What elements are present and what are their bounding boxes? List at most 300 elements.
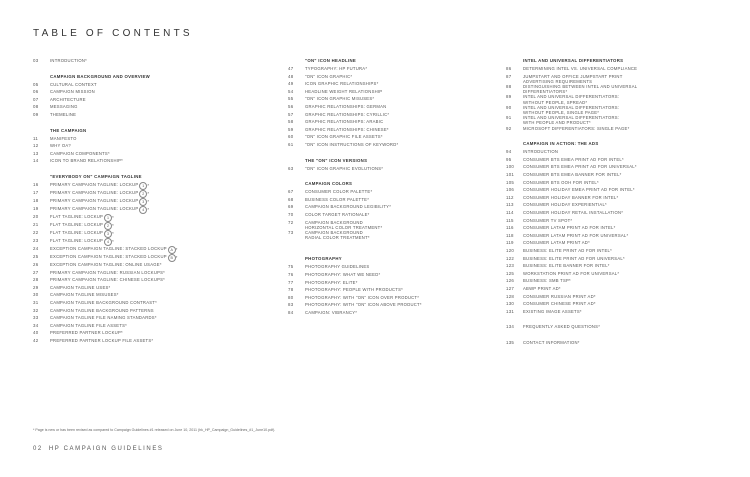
page-number: 13 xyxy=(33,150,39,156)
entry-label: PHOTOGRAPHY: PEOPLE WITH PRODUCTS* xyxy=(305,287,404,293)
page-number: 100 xyxy=(506,164,515,170)
page-footer xyxy=(33,446,164,452)
toc-entry[interactable] xyxy=(33,315,238,323)
entry-label: PRIMARY CAMPAIGN TAGLINE: RUSSIAN LOCKUPS* xyxy=(50,269,166,275)
page-number: 91 xyxy=(506,115,512,121)
entry-label: GRAPHIC RELATIONSHIPS: ARABIC xyxy=(305,119,384,125)
entry-label: BUSINESS COLOR PALETTE* xyxy=(305,196,370,202)
toc-entry[interactable] xyxy=(33,300,238,308)
entry-label: INTEL AND UNIVERSAL DIFFERENTIATORS: WITH PEOPLE AND PRODUCT* xyxy=(523,115,620,126)
toc-entry[interactable] xyxy=(288,212,488,220)
page-number: 67 xyxy=(288,189,294,195)
page-number: 21 xyxy=(33,221,39,227)
page-number: 68 xyxy=(288,196,294,202)
toc-entry[interactable] xyxy=(506,164,716,172)
toc-entry[interactable] xyxy=(33,323,238,331)
page-number: 30 xyxy=(33,292,39,298)
page-number: 22 xyxy=(33,229,39,235)
section-heading: INTEL AND UNIVERSAL DIFFERENTIATORS xyxy=(523,58,624,63)
page-number: 63 xyxy=(288,165,294,171)
toc-entry[interactable] xyxy=(288,142,488,150)
page-number: 89 xyxy=(506,94,512,100)
toc-entry[interactable] xyxy=(33,308,238,316)
toc-entry[interactable] xyxy=(288,134,488,142)
toc-entry[interactable] xyxy=(506,309,716,317)
page-number: 131 xyxy=(506,308,515,314)
toc-entry[interactable] xyxy=(33,222,238,230)
footnote: * Page is new or has been revised as compared to Campaign Guidelines #1 released on June 10, 2011 (hk_HP_Campaign_Guidelines_#1_June10.pdf). xyxy=(33,428,276,432)
page-number: 49 xyxy=(288,81,294,87)
page-number: 86 xyxy=(506,66,512,71)
toc-list xyxy=(33,262,238,346)
entry-label: INTEL AND UNIVERSAL DIFFERENTIATORS: WITHOUT PEOPLE, SINGLE PAGE* xyxy=(523,104,620,116)
page-number: 42 xyxy=(33,337,39,343)
page-number: 126 xyxy=(506,278,515,284)
entry-label: CAMPAIGN BACKGROUND HORIZONTAL COLOR TREATMENT* xyxy=(305,219,383,230)
page-number: 48 xyxy=(288,73,294,79)
entry-label: CULTURAL CONTEXT xyxy=(50,81,97,87)
lockup-badge-icon: 4 xyxy=(139,206,147,214)
toc-entry[interactable] xyxy=(288,74,488,82)
toc-entry[interactable] xyxy=(506,187,716,195)
toc-list xyxy=(506,149,716,316)
toc-entry[interactable] xyxy=(506,157,716,165)
toc-entry[interactable] xyxy=(506,210,716,218)
entry-label: ICON GRAPHIC RELATIONSHIPS* xyxy=(305,81,379,87)
page-number: 26 xyxy=(33,261,39,267)
section-heading: "EVERYBODY ON" CAMPAIGN TAGLINE xyxy=(50,173,142,179)
page-number: 58 xyxy=(288,119,294,125)
revised-marker: * xyxy=(112,223,114,229)
entry-label: CAMPAIGN TAGLINE BACKGROUND CONTRAST* xyxy=(50,299,157,305)
page-number: 123 xyxy=(506,263,515,269)
toc-list xyxy=(33,82,238,120)
page-number: 33 xyxy=(33,315,39,321)
toc-entry[interactable] xyxy=(288,89,488,97)
lockup-badge-icon: 2 xyxy=(139,190,147,198)
entry-label: CONSUMER HOLIDAY EXPERIENTIAL* xyxy=(523,202,607,208)
toc-entry[interactable] xyxy=(288,166,488,174)
page-number: 17 xyxy=(33,189,39,195)
lockup-badge-icon: 3 xyxy=(139,198,147,206)
entry-label: PRIMARY CAMPAIGN TAGLINE: LOCKUP xyxy=(50,205,139,211)
toc-column-2 xyxy=(288,58,488,317)
entry-label: EXCEPTION CAMPAIGN TAGLINE: STACKED LOCKUP xyxy=(50,253,167,259)
toc-entry[interactable] xyxy=(506,202,716,210)
entry-label: "ON" ICON GRAPHIC* xyxy=(305,73,353,79)
page-number: 112 xyxy=(506,194,514,200)
lockup-badge-icon: 4 xyxy=(104,238,112,246)
toc-entry[interactable] xyxy=(33,262,238,270)
page-number: 122 xyxy=(506,255,515,261)
toc-entry[interactable] xyxy=(288,119,488,127)
page-number: 75 xyxy=(288,264,294,270)
toc-entry[interactable] xyxy=(288,189,488,197)
revised-marker: * xyxy=(175,255,178,261)
entry-label: FLAT TAGLINE: LOCKUP xyxy=(50,213,104,219)
toc-entry[interactable] xyxy=(33,338,238,346)
entry-label: PHOTOGRAPHY: WITH "ON" ICON OVER PRODUCT* xyxy=(305,294,420,300)
toc-entry[interactable] xyxy=(288,66,488,74)
page-number: 08 xyxy=(33,104,39,110)
toc-entry[interactable] xyxy=(33,246,238,254)
toc-entry[interactable] xyxy=(33,206,238,214)
page-number: 20 xyxy=(33,213,39,219)
entry-label: MANIFESTO xyxy=(50,135,77,141)
toc-entry[interactable] xyxy=(288,220,488,230)
page-number: 16 xyxy=(33,181,39,187)
page-number: 11 xyxy=(33,135,39,141)
entry-label: CONSUMER BTS EMEA BANNER FOR INTEL* xyxy=(523,172,622,177)
page-number: 07 xyxy=(33,96,39,102)
toc-list xyxy=(33,136,238,166)
page-number: 127 xyxy=(506,285,515,291)
page-number: 106 xyxy=(506,187,515,193)
section-heading: THE "ON" ICON VERSIONS xyxy=(305,157,368,163)
entry-label: MESSAGING xyxy=(50,104,78,110)
toc-entry[interactable] xyxy=(288,287,488,295)
revised-marker: * xyxy=(147,183,150,189)
page-number: 134 xyxy=(506,324,515,330)
section-heading: CAMPAIGN COLORS xyxy=(305,181,353,187)
entry-label: BUSINESS: SMB TSP* xyxy=(523,278,571,284)
page-number: 130 xyxy=(506,301,515,307)
page-number: 78 xyxy=(288,287,294,293)
toc-entry[interactable] xyxy=(288,310,488,318)
toc-entry[interactable] xyxy=(33,285,238,293)
entry-label: THEMELINE xyxy=(50,111,77,117)
toc-entry[interactable] xyxy=(506,256,716,264)
toc-entry[interactable] xyxy=(288,272,488,280)
toc-entry[interactable] xyxy=(506,324,716,332)
entry-label: "ON" ICON GRAPHIC MISUSES* xyxy=(305,96,375,102)
page-number: 14 xyxy=(33,158,39,164)
page-number: 114 xyxy=(506,209,514,215)
page-number: 73 xyxy=(288,229,294,235)
page-number: 92 xyxy=(506,125,512,131)
entry-label: GRAPHIC RELATIONSHIPS: CYRILLIC* xyxy=(305,111,390,117)
toc-entry[interactable] xyxy=(288,264,488,272)
toc-entry[interactable] xyxy=(506,240,716,248)
entry-label: GRAPHIC RELATIONSHIPS: GERMAN xyxy=(305,103,387,109)
entry-label: BUSINESS: ELITE PRINT AD FOR INTEL* xyxy=(523,247,612,253)
entry-label: CONSUMER LATAM PRINT AD FOR UNIVERSAL* xyxy=(523,232,629,238)
entry-label: CONSUMER HOLIDAY RETAIL INSTALLATION* xyxy=(523,209,624,215)
lockup-badge-icon: B xyxy=(168,254,176,262)
entry-label: CAMPAIGN BACKGROUND LEGIBILITY* xyxy=(305,204,392,210)
revised-marker: * xyxy=(147,191,150,197)
toc-entry[interactable] xyxy=(506,263,716,271)
toc-list xyxy=(506,340,716,348)
entry-label: CAMPAIGN TAGLINE MISUSES* xyxy=(50,292,119,298)
toc-list xyxy=(33,182,238,262)
lockup-badge-icon: 3 xyxy=(104,230,112,238)
entry-label: COLOR TARGET RATIONALE* xyxy=(305,211,370,217)
toc-entry[interactable] xyxy=(506,248,716,256)
toc-entry[interactable] xyxy=(288,127,488,135)
toc-column-3 xyxy=(506,58,716,347)
toc-entry[interactable] xyxy=(288,104,488,112)
entry-label: FLAT TAGLINE: LOCKUP xyxy=(50,237,104,243)
page-number: 77 xyxy=(288,279,294,285)
page-number: 06 xyxy=(33,89,39,95)
page-number: 72 xyxy=(288,219,294,225)
entry-label: EXISTING IMAGE ASSETS* xyxy=(523,308,582,314)
toc-entry[interactable] xyxy=(506,301,716,309)
toc-entry[interactable] xyxy=(288,280,488,288)
toc-entry[interactable] xyxy=(33,277,238,285)
entry-label: BUSINESS: ELITE BANNER FOR INTEL* xyxy=(523,263,610,269)
toc-entry[interactable] xyxy=(288,204,488,212)
entry-label: FLAT TAGLINE: LOCKUP xyxy=(50,229,104,235)
toc-entry[interactable] xyxy=(506,286,716,294)
page-number: 57 xyxy=(288,111,294,117)
toc-entry[interactable] xyxy=(506,218,716,226)
toc-column-1 xyxy=(33,58,238,345)
entry-label: PRIMARY CAMPAIGN TAGLINE: LOCKUP xyxy=(50,181,139,187)
page-number: 61 xyxy=(288,141,294,147)
page-number: 47 xyxy=(288,66,294,71)
page-number: 95 xyxy=(506,156,512,162)
entry-label: PHOTOGRAPHY GUIDELINES xyxy=(305,264,370,270)
entry-label: PHOTOGRAPHY: ELITE* xyxy=(305,279,358,285)
toc-entry[interactable] xyxy=(33,270,238,278)
toc-entry[interactable] xyxy=(33,158,238,166)
toc-entry[interactable] xyxy=(288,81,488,89)
entry-label: PREFERRED PARTNER LOCKUP* xyxy=(50,330,123,336)
toc-list xyxy=(288,189,488,240)
entry-label: "ON" ICON GRAPHIC FILE ASSETS* xyxy=(305,134,383,140)
page-number: 40 xyxy=(33,330,39,336)
section-heading: THE CAMPAIGN xyxy=(50,127,87,133)
page-number: 125 xyxy=(506,270,515,276)
page-number: 05 xyxy=(33,81,39,87)
toc-entry[interactable] xyxy=(506,225,716,233)
page-number: 70 xyxy=(288,211,294,217)
page-number: 115 xyxy=(506,217,514,223)
entry-label: WORKSTATION PRINT AD FOR UNIVERSAL* xyxy=(523,270,620,276)
entry-label: CONSUMER BTS EMEA PRINT AD FOR INTEL* xyxy=(523,156,624,162)
toc-entry[interactable] xyxy=(33,136,238,144)
toc-entry[interactable] xyxy=(33,292,238,300)
toc-entry[interactable] xyxy=(506,126,716,134)
entry-label: EXCEPTION CAMPAIGN TAGLINE: ONLINE USAGE* xyxy=(50,261,162,267)
entry-label: INTRODUCTION* xyxy=(50,58,87,63)
toc-entry[interactable] xyxy=(288,197,488,205)
toc-entry[interactable] xyxy=(506,278,716,286)
toc-entry[interactable] xyxy=(506,172,716,180)
entry-label: ARCHITECTURE xyxy=(50,96,86,102)
entry-label: "ON" ICON INSTRUCTIONS OF KEYWORD* xyxy=(305,141,399,147)
toc-entry[interactable] xyxy=(33,182,238,190)
page-number: 120 xyxy=(506,247,515,253)
toc-entry[interactable] xyxy=(288,302,488,310)
entry-label: MICROSOFT DIFFERENTIATORS: SINGLE PAGE* xyxy=(523,125,630,131)
toc-entry[interactable] xyxy=(506,66,716,74)
toc-entry[interactable] xyxy=(506,294,716,302)
page-number: 76 xyxy=(288,271,294,277)
page-number: 116 xyxy=(506,225,514,231)
page-number: 69 xyxy=(288,204,294,210)
toc-entry[interactable] xyxy=(33,230,238,238)
toc-entry[interactable] xyxy=(506,233,716,241)
revised-marker: * xyxy=(147,199,150,205)
page-number: 84 xyxy=(288,309,294,315)
entry-label: PRIMARY CAMPAIGN TAGLINE: LOCKUP xyxy=(50,189,139,195)
entry-label: CAMPAIGN TAGLINE FILE NAMING STANDARDS* xyxy=(50,315,157,321)
entry-label: CONSUMER LATAM PRINT AD FOR INTEL* xyxy=(523,225,616,231)
toc-entry[interactable] xyxy=(33,89,238,97)
page-number: 80 xyxy=(288,294,294,300)
entry-label: TYPOGRAPHY: HP FUTURA* xyxy=(305,66,368,71)
entry-label: INTEL AND UNIVERSAL DIFFERENTIATORS: WITHOUT PEOPLE, SPREAD* xyxy=(523,94,620,105)
revised-marker: * xyxy=(147,207,150,213)
toc-entry[interactable] xyxy=(506,340,716,348)
page-number: 18 xyxy=(33,197,39,203)
toc-entry[interactable] xyxy=(506,94,716,104)
toc-entry[interactable] xyxy=(506,84,716,94)
page-number: 31 xyxy=(33,299,39,305)
entry-label: GRAPHIC RELATIONSHIPS: CHINESE* xyxy=(305,126,389,132)
entry-label: CONSUMER HOLIDAY BANNER FOR INTEL* xyxy=(523,194,619,200)
revised-marker: * xyxy=(112,231,114,237)
entry-label: CONSUMER RUSSIAN PRINT AD* xyxy=(523,293,596,299)
entry-label: CAMPAIGN TAGLINE FILE ASSETS* xyxy=(50,322,128,328)
revised-marker: * xyxy=(175,247,178,253)
page-number: 34 xyxy=(33,322,39,328)
toc-entry[interactable] xyxy=(288,112,488,120)
toc-list xyxy=(288,264,488,317)
toc-entry[interactable] xyxy=(288,295,488,303)
toc-entry[interactable] xyxy=(33,82,238,90)
entry-label: FLAT TAGLINE: LOCKUP xyxy=(50,221,104,227)
toc-entry[interactable] xyxy=(506,105,716,115)
entry-label: CONSUMER LATAM PRINT AD* xyxy=(523,240,590,246)
toc-entry[interactable] xyxy=(506,195,716,203)
toc-entry[interactable] xyxy=(33,198,238,206)
toc-entry[interactable] xyxy=(33,254,238,262)
page-number: 94 xyxy=(506,149,512,155)
toc-list xyxy=(288,66,488,150)
toc-entry[interactable] xyxy=(33,238,238,246)
toc-entry[interactable] xyxy=(33,214,238,222)
page-number: 09 xyxy=(33,111,39,117)
page-number: 55 xyxy=(288,96,294,102)
entry-label: DETERMINING INTEL VS. UNIVERSAL COMPLIANCE xyxy=(523,66,638,71)
page-number: 56 xyxy=(288,103,294,109)
entry-label: BUSINESS: ELITE PRINT AD FOR UNIVERSAL* xyxy=(523,255,625,261)
page-number: 87 xyxy=(506,73,512,79)
revised-marker: * xyxy=(112,239,114,245)
entry-label: INTRODUCTION xyxy=(523,149,559,155)
toc-entry[interactable] xyxy=(33,190,238,198)
page-number: 101 xyxy=(506,172,515,177)
toc-entry[interactable] xyxy=(33,112,238,120)
footer-title: HP CAMPAIGN GUIDELINES xyxy=(48,446,164,452)
toc-entry[interactable] xyxy=(33,330,238,338)
page-number: 60 xyxy=(288,134,294,140)
toc-list xyxy=(288,166,488,174)
toc-entry[interactable] xyxy=(33,58,238,66)
toc-entry[interactable] xyxy=(33,104,238,112)
toc-entry[interactable] xyxy=(288,96,488,104)
entry-label: CONSUMER COLOR PALETTE* xyxy=(305,189,373,195)
page-number: 128 xyxy=(506,293,515,299)
toc-entry[interactable] xyxy=(33,151,238,159)
toc-entry[interactable] xyxy=(506,149,716,157)
page-number: 54 xyxy=(288,88,294,94)
page-number: 23 xyxy=(33,237,39,243)
entry-label: DISTINGUISHING BETWEEN INTEL AND UNIVERSAL DIFFERENTIATORS* xyxy=(523,84,638,95)
entry-label: CAMPAIGN TAGLINE USES* xyxy=(50,284,111,290)
entry-label: FREQUENTLY ASKED QUESTIONS* xyxy=(523,324,601,330)
entry-label: CONSUMER CHINESE PRINT AD* xyxy=(523,301,596,307)
page-number: 27 xyxy=(33,269,39,275)
page-number: 90 xyxy=(506,104,512,110)
entry-label: PRIMARY CAMPAIGN TAGLINE: LOCKUP xyxy=(50,197,139,203)
toc-entry[interactable] xyxy=(33,143,238,151)
section-heading: CAMPAIGN IN ACTION: THE ADS xyxy=(523,141,599,147)
toc-entry[interactable] xyxy=(506,115,716,125)
section-heading: CAMPAIGN BACKGROUND AND OVERVIEW xyxy=(50,73,150,79)
page-number: 105 xyxy=(506,179,515,185)
toc-entry[interactable] xyxy=(506,74,716,84)
entry-label: PRIMARY CAMPAIGN TAGLINE: CHINESE LOCKUPS* xyxy=(50,277,166,283)
entry-label: JUMPSTART AND OFFICE JUMPSTART PRINT ADVERTISING REQUIREMENTS xyxy=(523,73,623,84)
revised-marker: * xyxy=(112,215,114,221)
entry-label: CONSUMER HOLIDAY EMEA PRINT AD FOR INTEL* xyxy=(523,187,635,193)
page-number: 32 xyxy=(33,307,39,313)
entry-label: CAMPAIGN MISSION xyxy=(50,89,95,95)
page-number: 28 xyxy=(33,277,39,283)
entry-label: CONTACT INFORMATION* xyxy=(523,339,580,345)
entry-label: CAMPAIGN COMPONENTS* xyxy=(50,150,110,156)
footer-page-number: 02 xyxy=(33,446,43,452)
entry-label: CAMPAIGN TAGLINE BACKGROUND PATTERNS xyxy=(50,307,154,313)
lockup-badge-icon: 1 xyxy=(104,214,112,222)
section-heading: PHOTOGRAPHY xyxy=(305,256,342,262)
entry-label: CONSUMER BTS OOH FOR INTEL* xyxy=(523,179,599,185)
entry-label: ICON TO BRAND RELATIONSHIP* xyxy=(50,158,124,164)
toc-entry[interactable] xyxy=(506,180,716,188)
toc-list xyxy=(506,66,716,133)
toc-list xyxy=(506,324,716,332)
page-number: 24 xyxy=(33,245,39,251)
page-number: 135 xyxy=(506,339,515,345)
entry-label: CAMPAIGN: VIBRANCY* xyxy=(305,309,358,315)
page-title: TABLE OF CONTENTS xyxy=(33,28,193,39)
lockup-badge-icon: 1 xyxy=(139,182,147,190)
entry-label: EXCEPTION CAMPAIGN TAGLINE: STACKED LOCKUP xyxy=(50,245,167,251)
entry-label: HEADLINE WEIGHT RELATIONSHIP xyxy=(305,88,383,94)
toc-entry[interactable] xyxy=(506,271,716,279)
entry-label: "ON" ICON GRAPHIC EVOLUTIONS* xyxy=(305,165,384,171)
lockup-badge-icon: A xyxy=(168,246,176,254)
entry-label: CONSUMER BTS EMEA PRINT AD FOR UNIVERSAL* xyxy=(523,164,637,170)
page-number: 12 xyxy=(33,143,39,149)
toc-entry[interactable] xyxy=(288,230,488,240)
entry-label: PHOTOGRAPHY: WITH "ON" ICON ABOVE PRODUCT* xyxy=(305,302,422,308)
page-number: 19 xyxy=(33,205,39,211)
page-number: 29 xyxy=(33,284,39,290)
page-number: 03 xyxy=(33,58,39,63)
entry-label: PHOTOGRAPHY: WHAT WE NEED* xyxy=(305,271,381,277)
page-number: 25 xyxy=(33,253,39,259)
page-number: 83 xyxy=(288,302,294,308)
entry-label: CAMPAIGN BACKGROUND RADIAL COLOR TREATMENT* xyxy=(305,229,370,241)
page-number: 88 xyxy=(506,84,512,89)
toc-entry[interactable] xyxy=(33,97,238,105)
